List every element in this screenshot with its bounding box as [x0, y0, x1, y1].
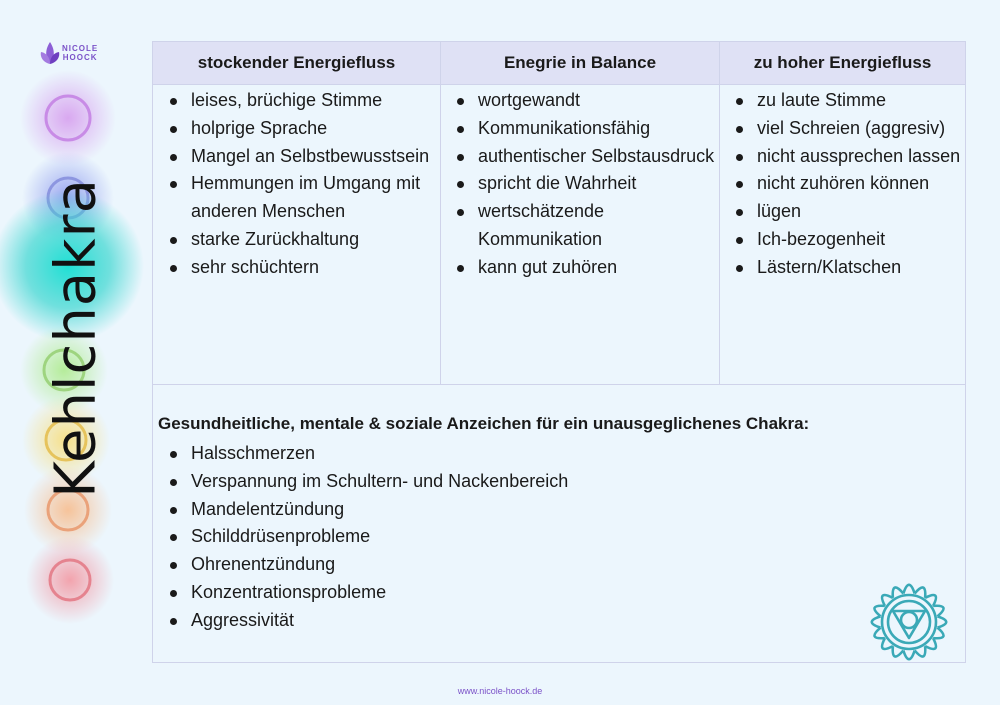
- list-item: Mandelentzündung: [153, 496, 853, 524]
- petal-shape: [903, 650, 914, 659]
- list-item: sehr schüchtern: [153, 254, 440, 282]
- list-item: zu laute Stimme: [719, 87, 965, 115]
- list-item: Ohrenentzündung: [153, 551, 853, 579]
- petal-shape: [937, 616, 946, 627]
- list-item: spricht die Wahrheit: [440, 170, 719, 198]
- page-title: Kehlchakra: [43, 178, 109, 498]
- petal-shape: [872, 616, 881, 627]
- list-item: Lästern/Klatschen: [719, 254, 965, 282]
- petal-shape: [903, 585, 914, 594]
- excess-list: [719, 87, 965, 282]
- list-item: viel Schreien (aggresiv): [719, 115, 965, 143]
- list-item: Mangel an Selbstbewusstsein: [153, 143, 440, 171]
- list-item: authentischer Selbstausdruck: [440, 143, 719, 171]
- list-item: Halsschmerzen: [153, 440, 853, 468]
- list-item: Konzentrationsprobleme: [153, 579, 853, 607]
- list-item: nicht zuhören können: [719, 170, 965, 198]
- list-item: Kommunikationsfähig: [440, 115, 719, 143]
- list-item: Ich-bezogenheit: [719, 226, 965, 254]
- crown-chakra-icon: [20, 70, 116, 166]
- brand-logo-text: NICOLE HOOCK: [62, 44, 99, 62]
- balanced-list: [440, 87, 719, 282]
- list-item: starke Zurückhaltung: [153, 226, 440, 254]
- list-item: kann gut zuhören: [440, 254, 719, 282]
- divider: [153, 84, 965, 85]
- footer-url: www.nicole-hoock.de: [457, 686, 543, 696]
- list-item: holprige Sprache: [153, 115, 440, 143]
- list-item: nicht aussprechen lassen: [719, 143, 965, 171]
- column-header-excess: zu hoher Energiefluss: [719, 42, 965, 84]
- list-item: Schilddrüsenprobleme: [153, 523, 853, 551]
- list-item: wertschätzende Kommunikation: [440, 198, 719, 254]
- divider: [153, 384, 965, 385]
- chakra-table: [152, 41, 966, 663]
- column-header-blocked: stockender Energiefluss: [153, 42, 440, 84]
- blocked-list: [153, 87, 440, 282]
- symptoms-list: [153, 440, 853, 635]
- symptoms-heading: Gesundheitliche, mentale & soziale Anzeichen für ein unausgeglichenes Chakra:: [158, 414, 810, 433]
- list-item: Aggressivität: [153, 607, 853, 635]
- throat-chakra-symbol-icon: [859, 572, 959, 672]
- root-chakra-icon: [26, 536, 114, 624]
- list-item: leises, brüchige Stimme: [153, 87, 440, 115]
- list-item: wortgewandt: [440, 87, 719, 115]
- list-item: Hemmungen im Umgang mit anderen Menschen: [153, 170, 440, 226]
- column-header-balanced: Enegrie in Balance: [440, 42, 719, 84]
- list-item: lügen: [719, 198, 965, 226]
- list-item: Verspannung im Schultern- und Nackenbereich: [153, 468, 853, 496]
